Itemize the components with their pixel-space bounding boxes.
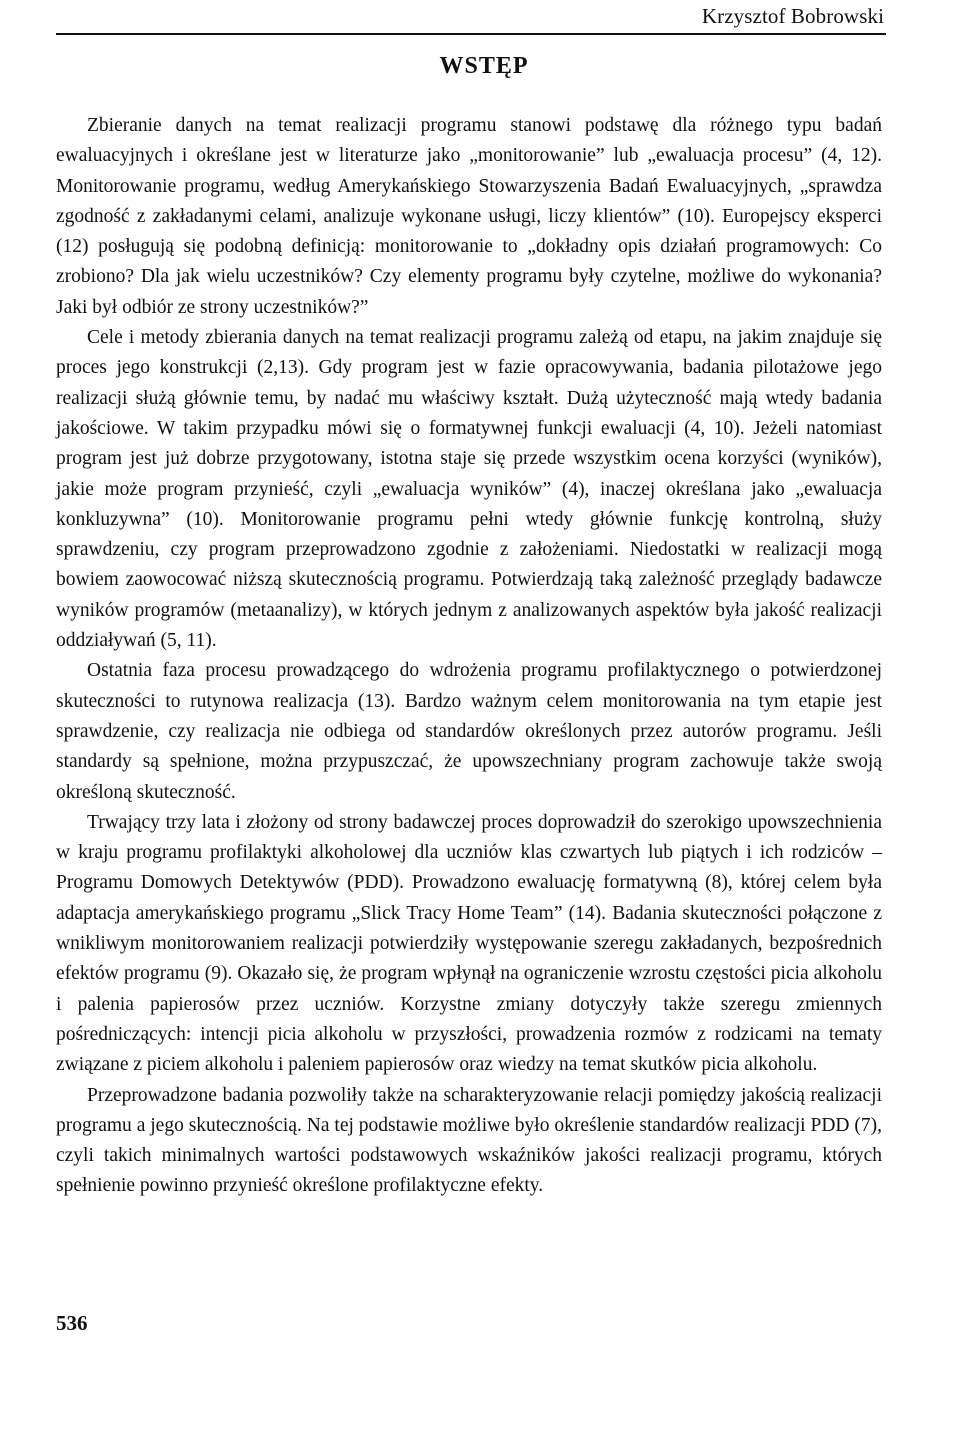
paragraph-2: Cele i metody zbierania danych na temat realizacji programu zależą od etapu, na jakim znajduje się proces jego konstrukcji (2,13). Gdy program jest w fazie opracowywania, badania pilotażowe jego realizacji służą głównie temu, by nadać mu właściwy kształt. Dużą użyteczność mają wtedy badania jakościowe. W takim przypadku mówi się o formatywnej funkcji ewaluacji (4, 10). Jeżeli natomiast program jest już dobrze przygotowany, istotna staje się przede wszystkim ocena korzyści (wyników), jakie może program przynieść, czyli „ewaluacja wyników” (4), inaczej określana jako „ewaluacja konkluzywna” (10). Monitorowanie programu pełni wtedy głównie funkcję kontrolną, służy sprawdzeniu, czy program przeprowadzono zgodnie z założeniami. Niedostatki w realizacji mogą bowiem zaowocować niższą skutecznością programu. Potwierdzają taką zależność przeglądy badawcze wyników programów (metaanalizy), w których jednym z analizowanych aspektów była jakość realizacji oddziaływań (5, 11). bbox=[56, 327, 882, 652]
paragraph-5: Przeprowadzone badania pozwoliły także na scharakteryzowanie relacji pomiędzy jakością realizacji programu a jego skutecznością. Na tej podstawie możliwe było określenie standardów realizacji PDD (7), czyli takich minimalnych wartości podstawowych wskaźników jakości realizacji programu, których spełnienie powinno przynieść określone profilaktyczne efekty. bbox=[56, 1084, 882, 1197]
page-number: 536 bbox=[56, 1311, 88, 1335]
paragraph-3: Ostatnia faza procesu prowadzącego do wdrożenia programu profilaktycznego o potwierdzonej skuteczności to rutynowa realizacja (13). Bardzo ważnym celem monitorowania na tym etapie jest sprawdzenie, czy realizacja nie odbiega od standardów określonych przez autorów programu. Jeśli standardy są spełnione, można przypuszczać, że upowszechniany program zachowuje także swoją określoną skuteczność. bbox=[56, 660, 882, 803]
header-rule bbox=[56, 33, 886, 35]
paragraph-4: Trwający trzy lata i złożony od strony badawczej proces doprowadził do szerokigo upowszechnienia w kraju programu profilaktyki alkoholowej dla uczniów klas czwartych lub piątych i ich rodziców – Programu Domowych Detektywów (PDD). Prowadzono ewaluację formatywną (8), której celem była adaptacja amerykańskiego programu „Slick Tracy Home Team” (14). Badania skuteczności połączone z wnikliwym monitorowaniem realizacji potwierdziły występowanie szeregu zakładanych, bezpośrednich efektów programu (9). Okazało się, że program wpłynął na ograniczenie wzrostu częstości picia alkoholu i palenia papierosów przez uczniów. Korzystne zmiany dotyczyły także szeregu zmiennych pośredniczących: intencji picia alkoholu w przyszłości, prowadzenia rozmów z rodzicami na tematy związane z piciem alkoholu i paleniem papierosów oraz wiedzy na temat skutków picia alkoholu. bbox=[56, 811, 882, 1076]
body-text bbox=[56, 111, 882, 1202]
section-title: WSTĘP bbox=[439, 53, 529, 79]
running-head-author: Krzysztof Bobrowski bbox=[701, 4, 884, 28]
paragraph-1: Zbieranie danych na temat realizacji programu stanowi podstawę dla różnego typu badań ewaluacyjnych i określane jest w literaturze jako „monitorowanie” lub „ewaluacja procesu” (4, 12). Monitorowanie programu, według Amerykańskiego Stowarzyszenia Badań Ewaluacyjnych, „sprawdza zgodność z zakładanymi celami, analizuje wykonane usługi, liczy klientów” (10). Europejscy eksperci (12) posługują się podobną definicją: monitorowanie to „dokładny opis działań programowych: Co zrobiono? Dla jak wielu uczestników? Czy elementy programu były czytelne, możliwe do wykonania? Jaki był odbiór ze strony uczestników?” bbox=[56, 115, 882, 318]
